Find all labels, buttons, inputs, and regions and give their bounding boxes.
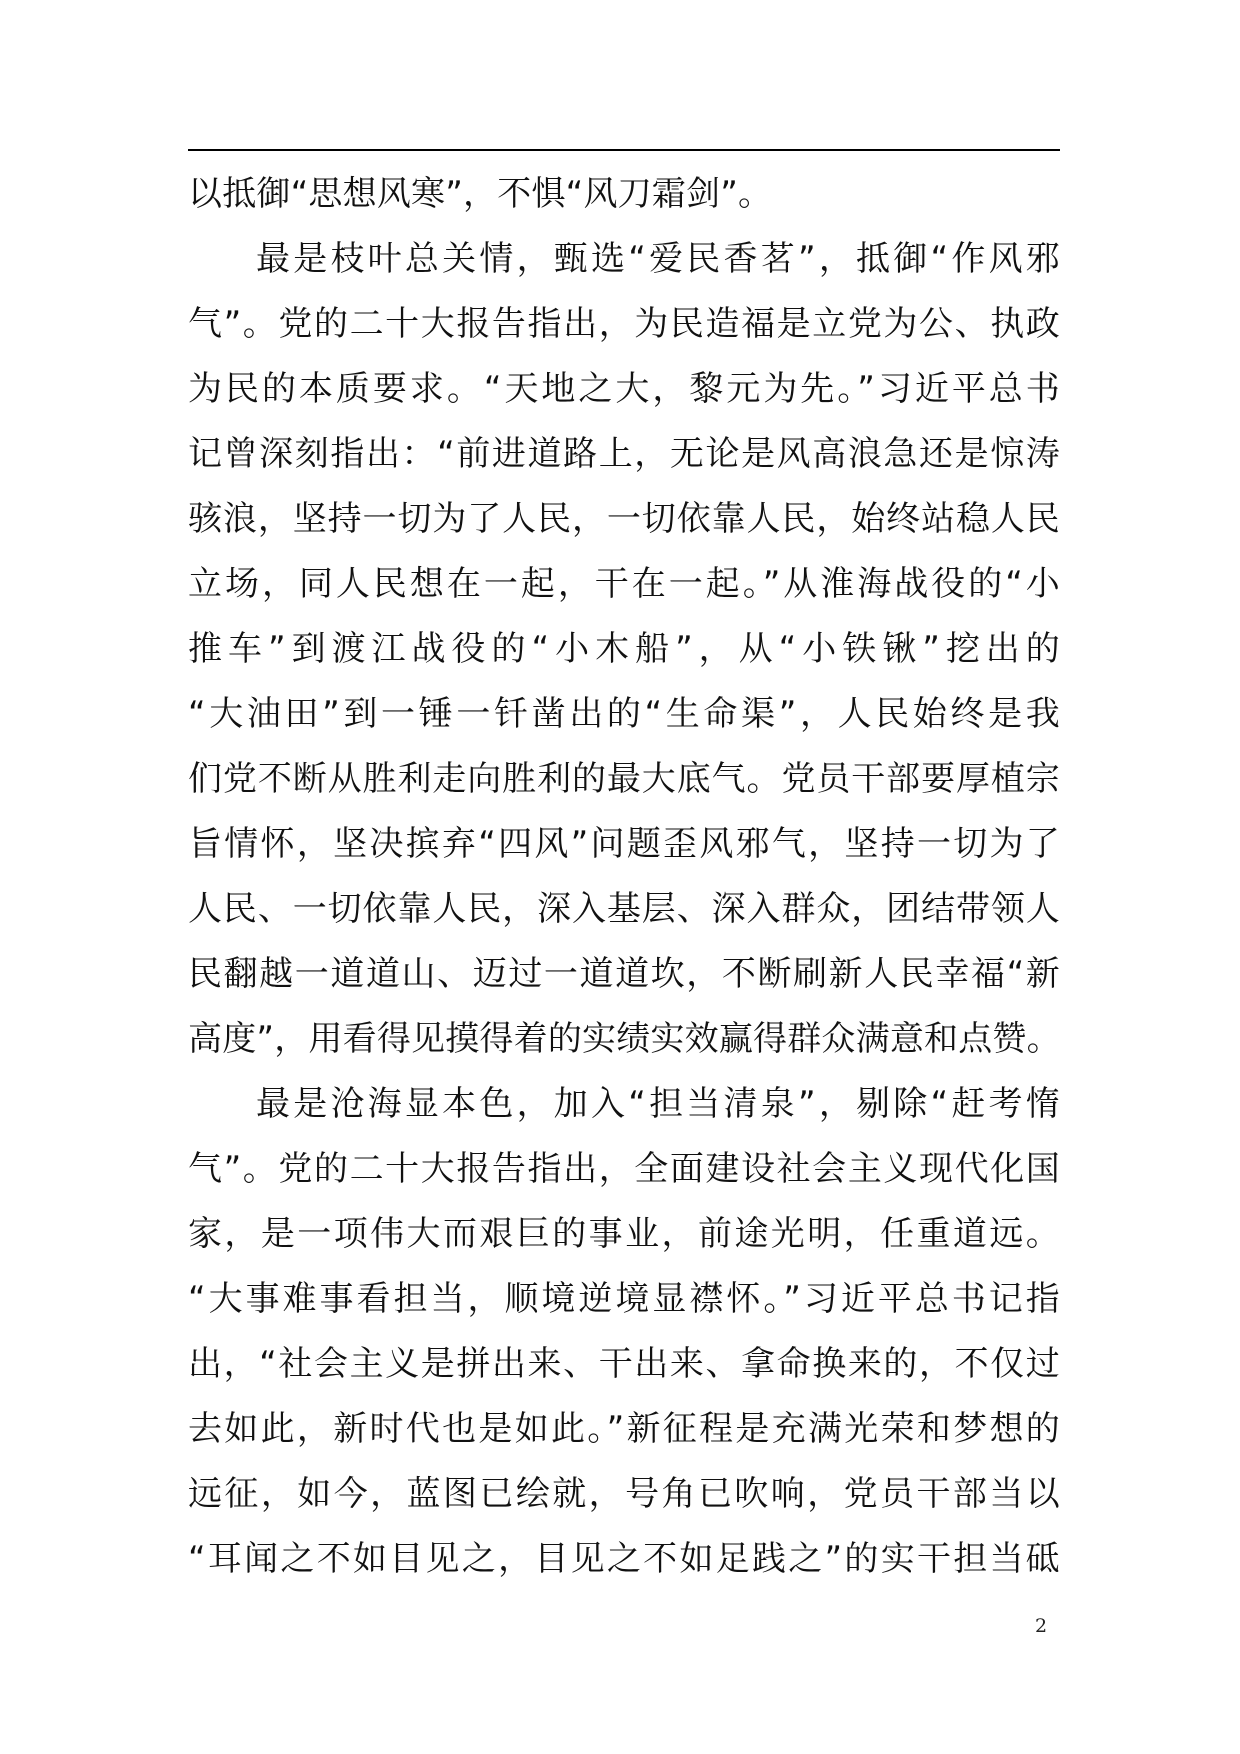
text-line: 去如此，新时代也是如此。”新征程是充满光荣和梦想的 bbox=[188, 1409, 1060, 1449]
text-line: 人民、一切依靠人民，深入基层、深入群众，团结带领人 bbox=[188, 889, 1060, 929]
text-line: 们党不断从胜利走向胜利的最大底气。党员干部要厚植宗 bbox=[188, 759, 1060, 799]
text-line: 最是沧海显本色，加入“担当清泉”，剔除“赶考惰 bbox=[256, 1084, 1060, 1124]
text-line: “大事难事看担当，顺境逆境显襟怀。”习近平总书记指 bbox=[188, 1279, 1060, 1319]
text-line: 民翻越一道道山、迈过一道道坎，不断刷新人民幸福“新 bbox=[188, 954, 1060, 994]
text-line: 家，是一项伟大而艰巨的事业，前途光明，任重道远。 bbox=[188, 1214, 1060, 1254]
text-line: 以抵御“思想风寒”，不惧“风刀霜剑”。 bbox=[188, 174, 773, 214]
header-rule bbox=[188, 149, 1060, 151]
text-line: 气”。党的二十大报告指出，全面建设社会主义现代化国 bbox=[188, 1149, 1060, 1189]
text-line: 为民的本质要求。“天地之大，黎元为先。”习近平总书 bbox=[188, 369, 1060, 409]
text-line: 记曾深刻指出：“前进道路上，无论是风高浪急还是惊涛 bbox=[188, 434, 1060, 474]
text-line: 高度”，用看得见摸得着的实绩实效赢得群众满意和点赞。 bbox=[188, 1019, 1061, 1059]
page-number: 2 bbox=[1035, 1615, 1048, 1637]
text-line: 出，“社会主义是拼出来、干出来、拿命换来的，不仅过 bbox=[188, 1344, 1060, 1384]
text-line: 立场，同人民想在一起，干在一起。”从淮海战役的“小 bbox=[188, 564, 1060, 604]
text-line: 推车”到渡江战役的“小木船”，从“小铁锹”挖出的 bbox=[188, 629, 1060, 669]
text-line: “耳闻之不如目见之，目见之不如足践之”的实干担当砥 bbox=[188, 1539, 1060, 1579]
body-text bbox=[188, 162, 1060, 1592]
text-line: 骇浪，坚持一切为了人民，一切依靠人民，始终站稳人民 bbox=[188, 499, 1060, 539]
text-line: 最是枝叶总关情，甄选“爱民香茗”，抵御“作风邪 bbox=[256, 239, 1060, 279]
text-line: 远征，如今，蓝图已绘就，号角已吹响，党员干部当以 bbox=[188, 1474, 1060, 1514]
text-line: “大油田”到一锤一钎凿出的“生命渠”，人民始终是我 bbox=[188, 694, 1060, 734]
text-line: 旨情怀，坚决摈弃“四风”问题歪风邪气，坚持一切为了 bbox=[188, 824, 1060, 864]
text-line: 气”。党的二十大报告指出，为民造福是立党为公、执政 bbox=[188, 304, 1060, 344]
